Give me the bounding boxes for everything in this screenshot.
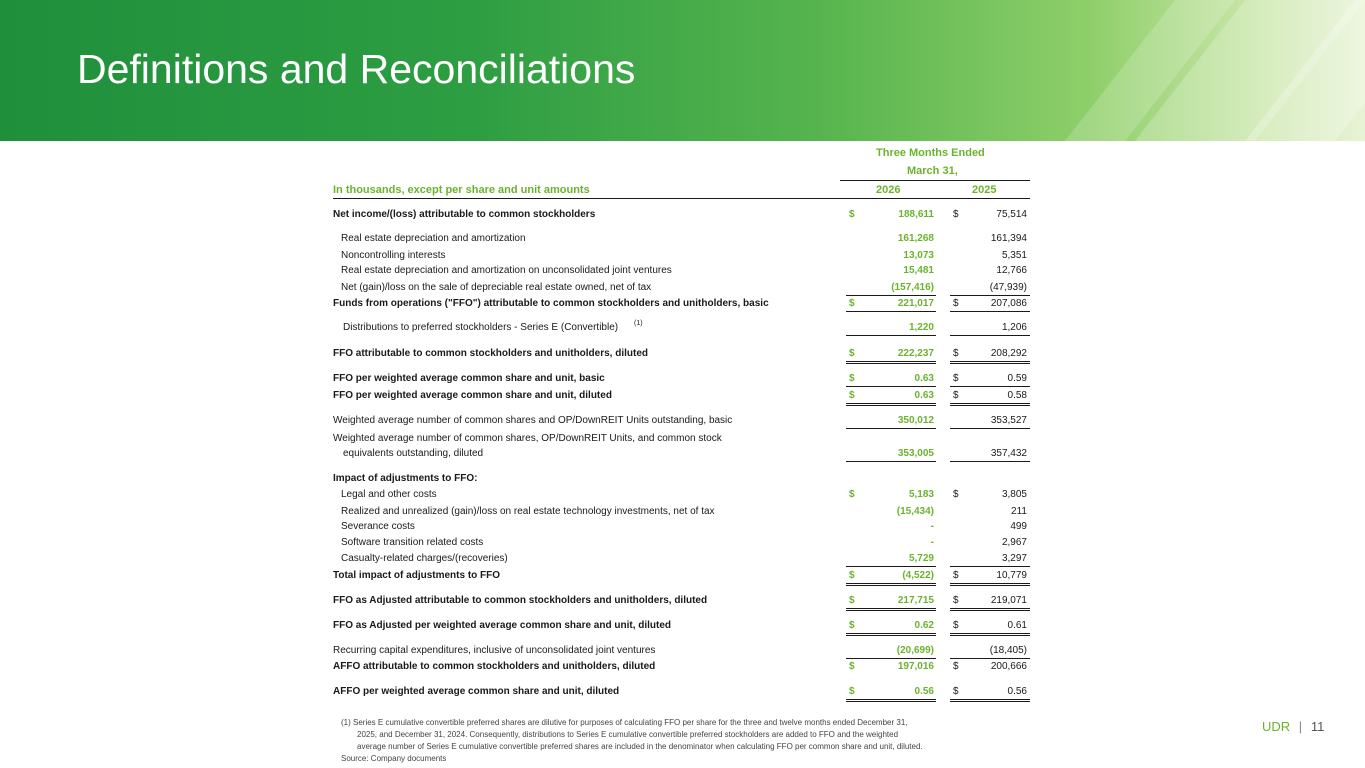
value-2026: 217,715: [897, 595, 934, 606]
value-2026: 197,016: [897, 661, 934, 672]
header-rule: [840, 180, 1030, 181]
value-2025: 1,206: [1001, 322, 1027, 333]
row-label: FFO per weighted average common share and unit, diluted: [333, 390, 612, 401]
underline-rule: [950, 461, 1030, 462]
underline-rule: [846, 583, 936, 586]
row-label: Total impact of adjustments to FFO: [333, 570, 501, 581]
dollar-sign-2026: $: [849, 348, 855, 359]
row-label: Impact of adjustments to FFO:: [333, 473, 478, 484]
value-2026: (15,434): [896, 506, 934, 517]
row-label: Weighted average number of common shares, OP/DownREIT Units, and common stock: [333, 433, 722, 444]
row-label: FFO as Adjusted attributable to common stockholders and unitholders, diluted: [333, 595, 708, 606]
row-label: Realized and unrealized (gain)/loss on real estate technology investments, net of tax: [341, 506, 715, 517]
group-subheader: March 31,: [907, 165, 958, 177]
dollar-sign-2025: $: [953, 489, 959, 500]
value-2026: -: [930, 537, 934, 548]
value-2025: 200,666: [990, 661, 1027, 672]
underline-rule: [846, 361, 936, 364]
source-note: Source: Company documents: [341, 754, 447, 763]
dollar-sign-2026: $: [849, 489, 855, 500]
value-2025: 211: [1011, 506, 1027, 517]
value-2026: 0.63: [914, 390, 934, 401]
value-2026: 350,012: [897, 415, 934, 426]
dollar-sign-2025: $: [953, 390, 959, 401]
column-header-2025: 2025: [972, 184, 997, 196]
dollar-sign-2026: $: [849, 620, 855, 631]
underline-rule: [846, 658, 936, 659]
row-label: Distributions to preferred stockholders - Series E (Convertible): [343, 322, 619, 333]
dollar-sign-2025: $: [953, 209, 959, 220]
value-2026: -: [930, 521, 934, 532]
underline-rule: [950, 699, 1030, 702]
dollar-sign-2026: $: [849, 209, 855, 220]
page-number: 11: [1310, 719, 1325, 734]
underline-rule: [950, 428, 1030, 429]
value-2025: 0.59: [1007, 373, 1027, 384]
value-2025: 75,514: [996, 209, 1027, 220]
underline-rule: [950, 658, 1030, 659]
value-2026: 161,268: [897, 233, 934, 244]
value-2025: 3,805: [1001, 489, 1027, 500]
underline-rule: [950, 583, 1030, 586]
value-2025: 207,086: [990, 298, 1027, 309]
value-2026: 5,183: [908, 489, 934, 500]
page-footer: [1262, 719, 1324, 734]
footnote-1-cont: 2025, and December 31, 2024. Consequently, distributions to Series E cumulative convertible preferred stockholders are added to FFO and the weighted: [357, 730, 899, 739]
column-header-2026: 2026: [876, 184, 901, 196]
row-label: equivalents outstanding, diluted: [343, 448, 484, 459]
value-2025: (47,939): [989, 282, 1027, 293]
underline-rule: [950, 633, 1030, 636]
underline-rule: [846, 335, 936, 336]
dollar-sign-2025: $: [953, 348, 959, 359]
value-2025: 357,432: [990, 448, 1027, 459]
dollar-sign-2026: $: [849, 298, 855, 309]
footnote-1: (1) Series E cumulative convertible preferred shares are dilutive for purposes of calculating FFO per share for the three and twelve months ended December 31,: [341, 718, 908, 727]
value-2025: 2,967: [1001, 537, 1027, 548]
dollar-sign-2025: $: [953, 373, 959, 384]
separator: |: [1298, 719, 1303, 734]
underline-rule: [846, 608, 936, 611]
value-2025: 161,394: [990, 233, 1027, 244]
value-2026: 1,220: [908, 322, 934, 333]
page-title: Definitions and Reconciliations: [77, 46, 636, 92]
brand-name: UDR: [1262, 719, 1291, 734]
row-label: FFO per weighted average common share and unit, basic: [333, 373, 605, 384]
row-label: Net income/(loss) attributable to common stockholders: [333, 209, 596, 220]
dollar-sign-2025: $: [953, 595, 959, 606]
row-label: Net (gain)/loss on the sale of depreciable real estate owned, net of tax: [341, 282, 652, 293]
dollar-sign-2026: $: [849, 373, 855, 384]
underline-rule: [950, 403, 1030, 406]
row-label: Real estate depreciation and amortization: [341, 233, 526, 244]
value-2025: 12,766: [996, 265, 1027, 276]
value-2025: 5,351: [1001, 250, 1027, 261]
value-2025: 353,527: [990, 415, 1027, 426]
row-label: Legal and other costs: [341, 489, 437, 500]
footnote-1-cont: average number of Series E cumulative convertible preferred shares are included in the denominator when calculating FFO per common share and unit, diluted.: [357, 742, 923, 751]
value-2026: (20,699): [896, 645, 934, 656]
value-2026: 0.56: [914, 686, 934, 697]
value-2026: 0.62: [914, 620, 934, 631]
row-label: FFO attributable to common stockholders and unitholders, diluted: [333, 348, 649, 359]
footnote-marker: (1): [634, 320, 643, 327]
units-label: In thousands, except per share and unit amounts: [333, 184, 590, 196]
dollar-sign-2026: $: [849, 390, 855, 401]
row-label: FFO as Adjusted per weighted average common share and unit, diluted: [333, 620, 672, 631]
value-2026: 15,481: [903, 265, 934, 276]
value-2026: 353,005: [897, 448, 934, 459]
value-2025: 0.61: [1007, 620, 1027, 631]
row-label: Real estate depreciation and amortization on unconsolidated joint ventures: [341, 265, 672, 276]
row-label: Recurring capital expenditures, inclusive of unconsolidated joint ventures: [333, 645, 656, 656]
value-2026: 188,611: [898, 209, 934, 220]
dollar-sign-2025: $: [953, 298, 959, 309]
underline-rule: [846, 403, 936, 406]
dollar-sign-2025: $: [953, 686, 959, 697]
dollar-sign-2026: $: [849, 661, 855, 672]
dollar-sign-2025: $: [953, 570, 959, 581]
row-label: Noncontrolling interests: [341, 250, 446, 261]
dollar-sign-2026: $: [849, 686, 855, 697]
underline-rule: [950, 311, 1030, 312]
value-2025: 0.58: [1007, 390, 1027, 401]
underline-rule: [950, 608, 1030, 611]
value-2025: 208,292: [990, 348, 1027, 359]
underline-rule: [846, 699, 936, 702]
value-2026: (157,416): [891, 282, 934, 293]
row-label: Casualty-related charges/(recoveries): [341, 553, 508, 564]
row-label: Funds from operations ("FFO") attributable to common stockholders and unitholders, basic: [333, 298, 769, 309]
underline-rule: [846, 566, 936, 567]
underline-rule: [950, 361, 1030, 364]
value-2025: 3,297: [1001, 553, 1027, 564]
dollar-sign-2025: $: [953, 661, 959, 672]
underline-rule: [950, 335, 1030, 336]
underline-rule: [846, 311, 936, 312]
row-label: Weighted average number of common shares and OP/DownREIT Units outstanding, basic: [333, 415, 733, 426]
dollar-sign-2026: $: [849, 595, 855, 606]
underline-rule: [846, 295, 936, 296]
underline-rule: [846, 633, 936, 636]
value-2026: 222,237: [897, 348, 934, 359]
row-label: AFFO attributable to common stockholders and unitholders, diluted: [333, 661, 656, 672]
row-label: Severance costs: [341, 521, 415, 532]
underline-rule: [846, 386, 936, 387]
group-header: Three Months Ended: [876, 147, 985, 159]
value-2026: (4,522): [902, 570, 934, 581]
value-2026: 221,017: [897, 298, 934, 309]
underline-rule: [846, 461, 936, 462]
value-2025: 0.56: [1007, 686, 1027, 697]
underline-rule: [950, 295, 1030, 296]
value-2025: 499: [1010, 521, 1027, 532]
value-2026: 5,729: [908, 553, 934, 564]
row-label: AFFO per weighted average common share and unit, diluted: [333, 686, 620, 697]
value-2026: 13,073: [903, 250, 934, 261]
underline-rule: [950, 386, 1030, 387]
dollar-sign-2025: $: [953, 620, 959, 631]
dollar-sign-2026: $: [849, 570, 855, 581]
underline-rule: [950, 566, 1030, 567]
value-2025: 10,779: [996, 570, 1027, 581]
underline-rule: [846, 428, 936, 429]
value-2025: (18,405): [989, 645, 1027, 656]
value-2025: 219,071: [990, 595, 1027, 606]
value-2026: 0.63: [914, 373, 934, 384]
header-bottom-rule: [333, 198, 1030, 199]
row-label: Software transition related costs: [341, 537, 484, 548]
